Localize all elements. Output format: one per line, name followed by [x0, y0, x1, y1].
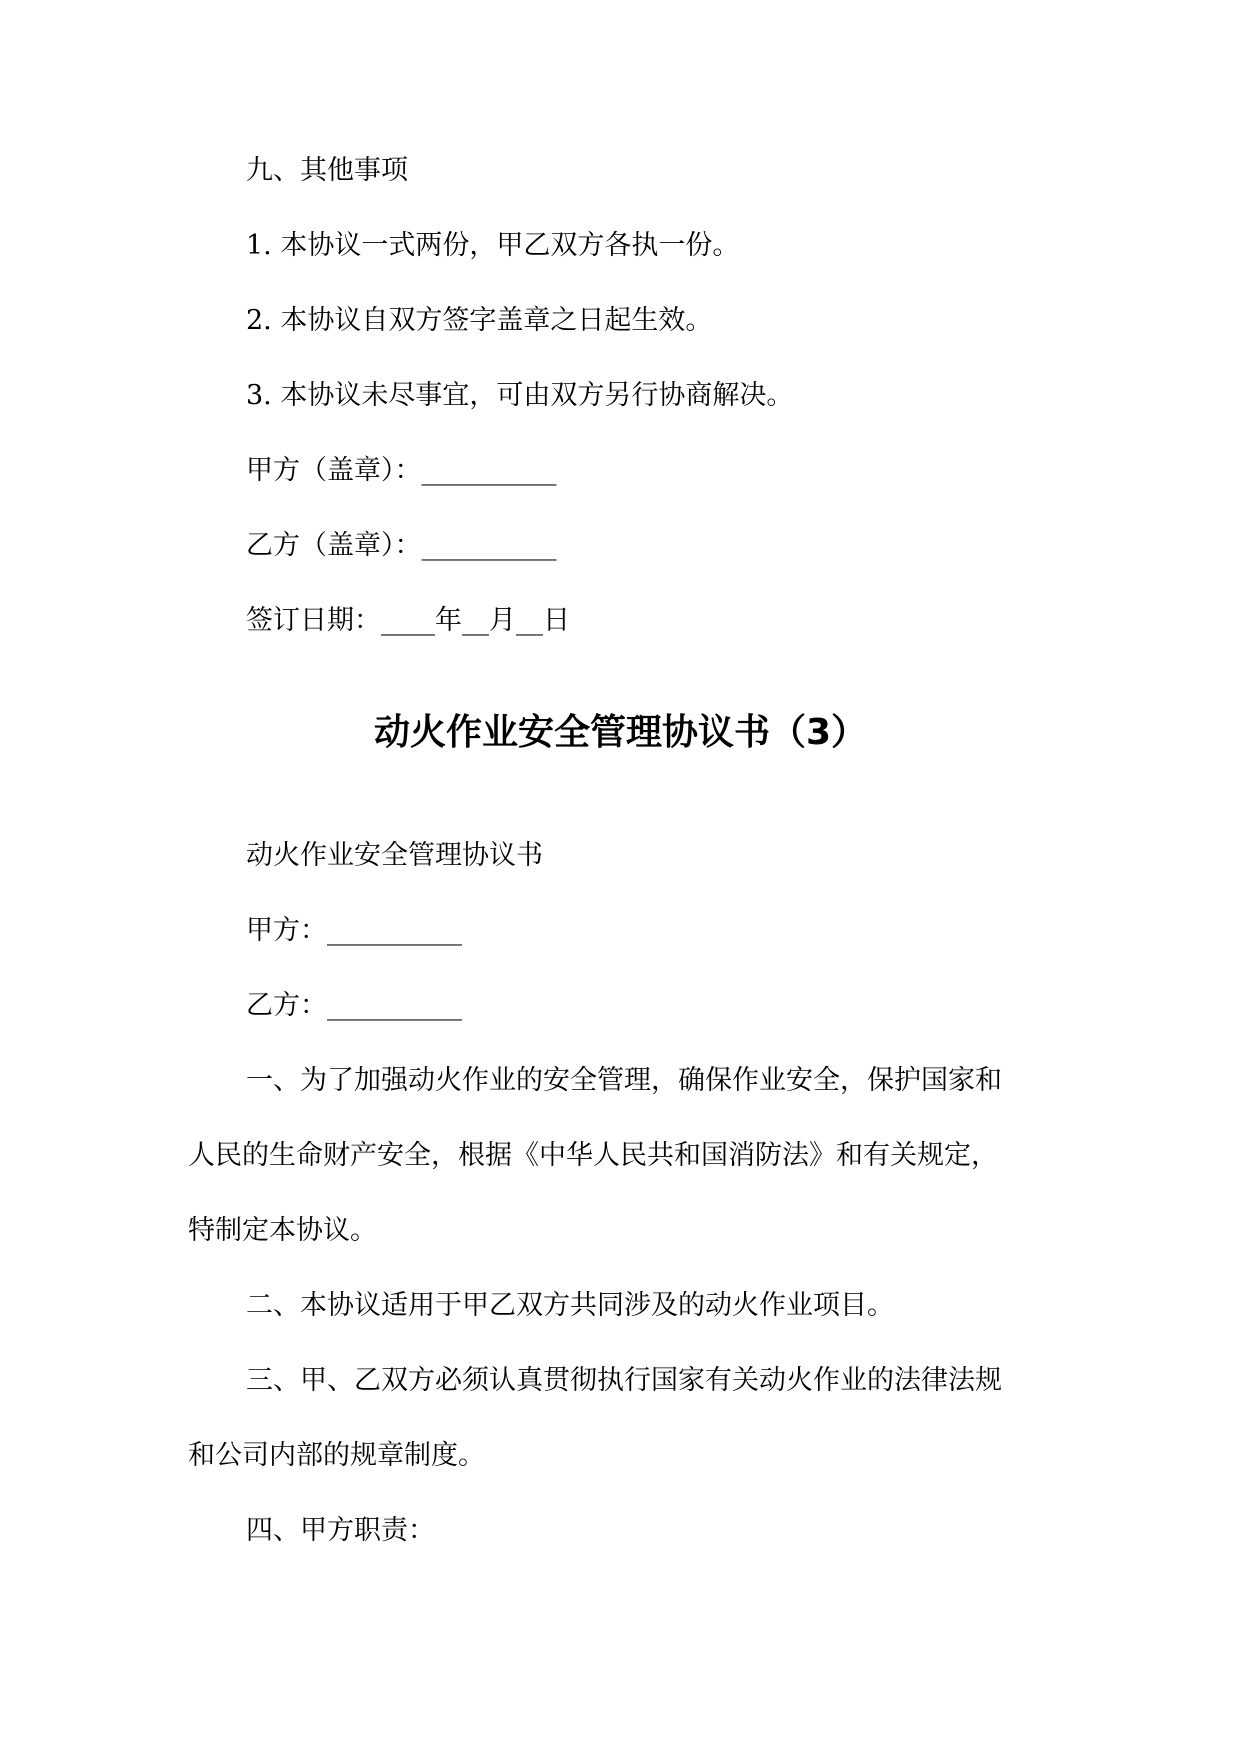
- item-1-copies: 1. 本协议一式两份，甲乙双方各执一份。: [246, 230, 740, 261]
- item-2-effective: 2. 本协议自双方签字盖章之日起生效。: [246, 305, 713, 336]
- clause-2: 二、本协议适用于甲乙双方共同涉及的动火作业项目。: [246, 1290, 894, 1321]
- clause-1-line-1: 一、为了加强动火作业的安全管理，确保作业安全，保护国家和: [246, 1065, 1002, 1096]
- clause-3-line-2: 和公司内部的规章制度。: [188, 1440, 485, 1471]
- section-heading-other-matters: 九、其他事项: [246, 155, 408, 186]
- party-a-seal-line: 甲方（盖章）：__________: [246, 455, 557, 486]
- document-subtitle: 动火作业安全管理协议书: [246, 840, 543, 871]
- party-b-line: 乙方：__________: [246, 990, 462, 1021]
- document-title: 动火作业安全管理协议书（3）: [373, 712, 868, 753]
- clause-1-line-3: 特制定本协议。: [188, 1215, 377, 1246]
- clause-1-line-2: 人民的生命财产安全，根据《中华人民共和国消防法》和有关规定，: [188, 1140, 998, 1171]
- sign-date-line: 签订日期：____年__月__日: [246, 605, 570, 636]
- party-a-line: 甲方：__________: [246, 915, 462, 946]
- clause-4-heading: 四、甲方职责：: [246, 1515, 435, 1546]
- item-3-unresolved: 3. 本协议未尽事宜，可由双方另行协商解决。: [246, 380, 794, 411]
- clause-3-line-1: 三、甲、乙双方必须认真贯彻执行国家有关动火作业的法律法规: [246, 1365, 1002, 1396]
- party-b-seal-line: 乙方（盖章）：__________: [246, 530, 557, 561]
